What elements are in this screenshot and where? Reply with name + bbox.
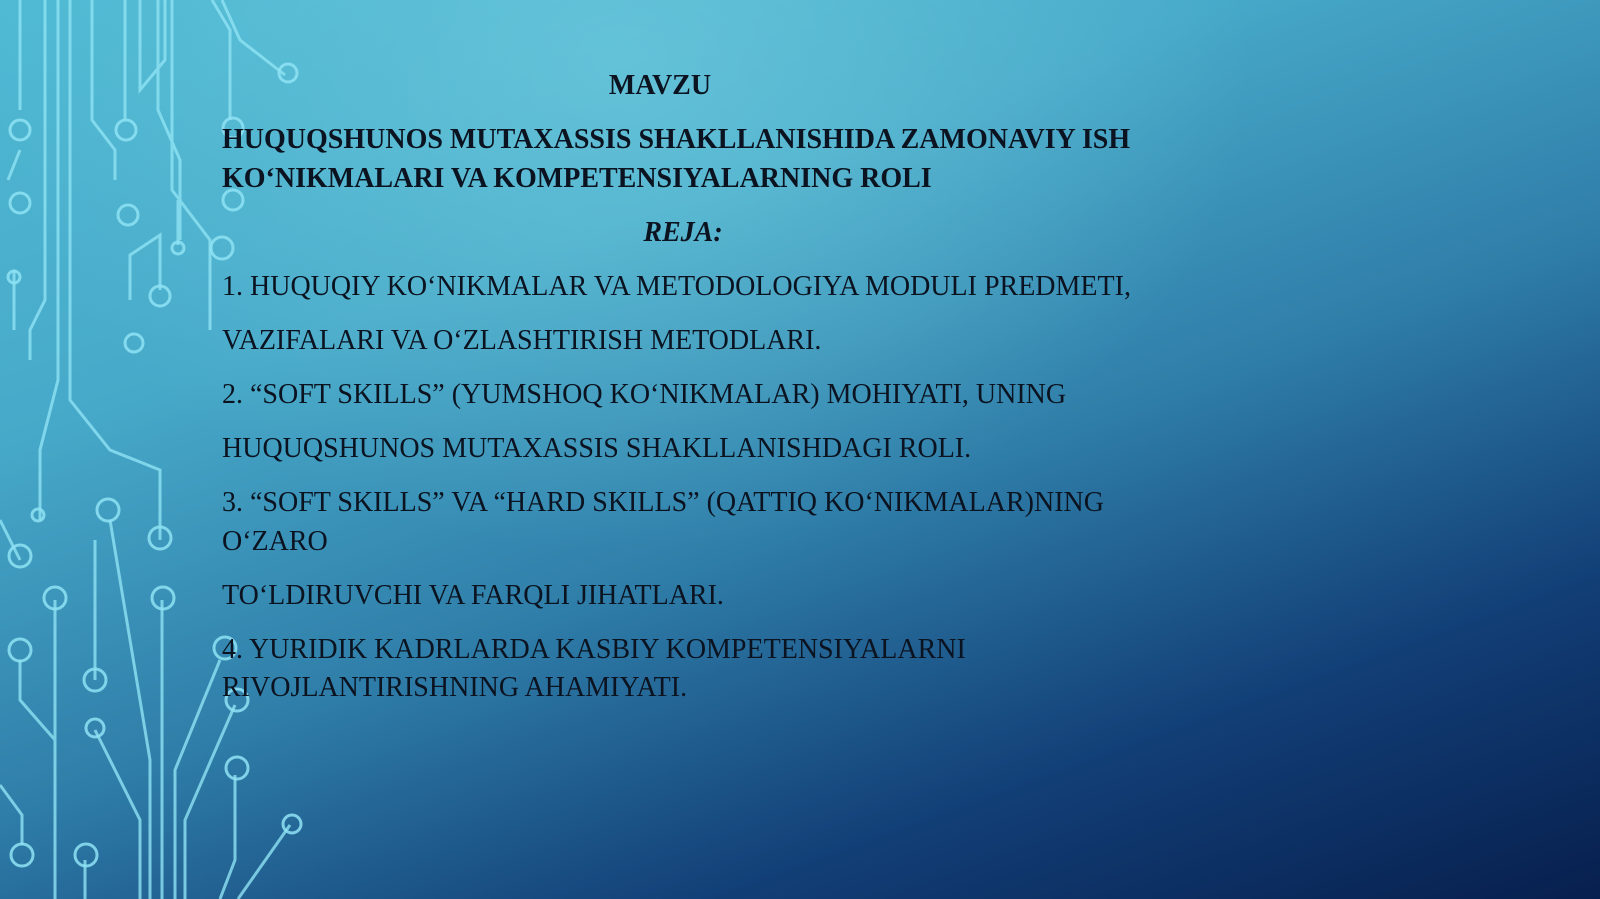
circuit-node bbox=[11, 844, 33, 866]
plan-item: RIVOJLANTIRISHNING AHAMIYATI. bbox=[222, 672, 688, 703]
circuit-trace bbox=[175, 660, 220, 899]
slide-title-line-1: HUQUQSHUNOS MUTAXASSIS SHAKLLANISHIDA ZAMONAVIY ISH bbox=[222, 124, 1131, 155]
circuit-trace bbox=[110, 520, 150, 899]
circuit-trace bbox=[238, 825, 290, 899]
plan-item: 4. YURIDIK KADRLARDA KASBIY KOMPETENSIYALARNI bbox=[222, 634, 966, 665]
plan-item: 3. “SOFT SKILLS” VA “HARD SKILLS” (QATTIQ KO‘NIKMALAR)NING bbox=[222, 487, 1104, 518]
circuit-node bbox=[226, 757, 248, 779]
circuit-trace bbox=[140, 0, 165, 90]
circuit-trace bbox=[172, 0, 210, 330]
plan-item: 1. HUQUQIY KO‘NIKMALAR VA METODOLOGIYA MODULI PREDMETI, bbox=[222, 271, 1131, 302]
plan-item: TO‘LDIRUVCHI VA FARQLI JIHATLARI. bbox=[222, 580, 724, 611]
circuit-node bbox=[9, 545, 31, 567]
plan-item: O‘ZARO bbox=[222, 526, 328, 557]
circuit-node bbox=[10, 120, 30, 140]
circuit-node bbox=[10, 193, 30, 213]
circuit-node bbox=[9, 639, 31, 661]
circuit-trace bbox=[0, 785, 22, 845]
circuit-trace bbox=[30, 0, 45, 360]
circuit-node bbox=[86, 719, 104, 737]
circuit-node bbox=[116, 120, 136, 140]
circuit-trace bbox=[92, 0, 115, 180]
circuit-trace bbox=[20, 660, 55, 740]
circuit-node bbox=[118, 205, 138, 225]
circuit-trace bbox=[130, 235, 160, 300]
circuit-trace bbox=[8, 150, 20, 180]
circuit-node bbox=[97, 499, 119, 521]
plan-item: HUQUQSHUNOS MUTAXASSIS SHAKLLANISHDAGI ROLI. bbox=[222, 433, 972, 464]
circuit-node bbox=[211, 237, 233, 259]
slide-heading: MAVZU bbox=[608, 70, 712, 101]
circuit-trace bbox=[212, 0, 230, 120]
slide-title-line-2: KO‘NIKMALARI VA KOMPETENSIYALARNING ROLI bbox=[222, 163, 932, 194]
plan-heading: REJA: bbox=[643, 217, 723, 248]
circuit-node bbox=[32, 509, 44, 521]
circuit-node bbox=[125, 334, 143, 352]
plan-item: VAZIFALARI VA O‘ZLASHTIRISH METODLARI. bbox=[222, 325, 822, 356]
circuit-trace bbox=[95, 730, 140, 899]
circuit-node bbox=[283, 815, 301, 833]
circuit-trace bbox=[220, 775, 235, 899]
circuit-trace bbox=[40, 0, 58, 520]
plan-item: 2. “SOFT SKILLS” (YUMSHOQ KO‘NIKMALAR) MOHIYATI, UNING bbox=[222, 379, 1067, 410]
circuit-trace bbox=[185, 705, 235, 899]
